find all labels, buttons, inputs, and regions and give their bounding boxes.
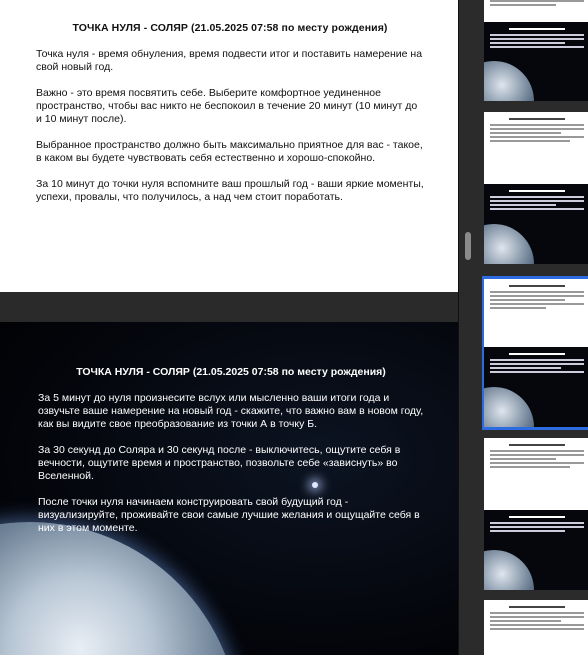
paragraph: За 30 секунд до Соляра и 30 секунд после - выключитесь, ощутите себя в вечности, ощутите время и пространство, позвольте себе «зависнуть» во Вселенной. — [38, 444, 401, 482]
page-thumbnail-selected[interactable] — [484, 279, 588, 427]
paragraph: Точка нуля - время обнуления, время подвести итог и поставить намерение на свой новый год. — [36, 48, 423, 73]
thumbnail-sidebar[interactable] — [482, 0, 588, 655]
paragraph: Выбранное пространство должно быть максимально приятное для вас - такое, в каком вы будете чувствовать себя естественно и хорошо-спокойно. — [36, 139, 423, 164]
scrollbar[interactable] — [458, 0, 482, 655]
page-thumbnail[interactable] — [484, 0, 588, 101]
page-thumbnail[interactable] — [484, 600, 588, 655]
paragraph: За 5 минут до нуля произнесите вслух или мысленно ваши итоги года и озвучьте ваше намерение на новый год - скажите, что важно вам в новом году, как вы видите свое преобразование из точки А в точку Б. — [38, 392, 424, 430]
scrollbar-thumb[interactable] — [465, 232, 471, 260]
paragraph: После точки нуля начинаем конструировать свой будущий год - визуализируйте, проживайте свои самые лучшие желания и ощущайте себя в них в этом моменте. — [38, 496, 420, 534]
page-title: ТОЧКА НУЛЯ - СОЛЯР (21.05.2025 07:58 по месту рождения) — [76, 366, 386, 378]
document-page-1 — [0, 0, 458, 292]
page-thumbnail[interactable] — [484, 438, 588, 590]
earth-image — [0, 522, 240, 655]
page-title: ТОЧКА НУЛЯ - СОЛЯР (21.05.2025 07:58 по месту рождения) — [72, 22, 388, 34]
document-page-2 — [0, 322, 458, 655]
paragraph: За 10 минут до точки нуля вспомните ваш прошлый год - ваши яркие моменты, успехи, провалы, что получилось, а над чем стоит поработать. — [36, 178, 424, 203]
page-thumbnail[interactable] — [484, 112, 588, 264]
paragraph: Важно - это время посвятить себе. Выберите комфортное уединенное пространство, чтобы вас никто не беспокоил в течение 20 минут (10 минут до и 10 минут после). — [36, 87, 418, 125]
